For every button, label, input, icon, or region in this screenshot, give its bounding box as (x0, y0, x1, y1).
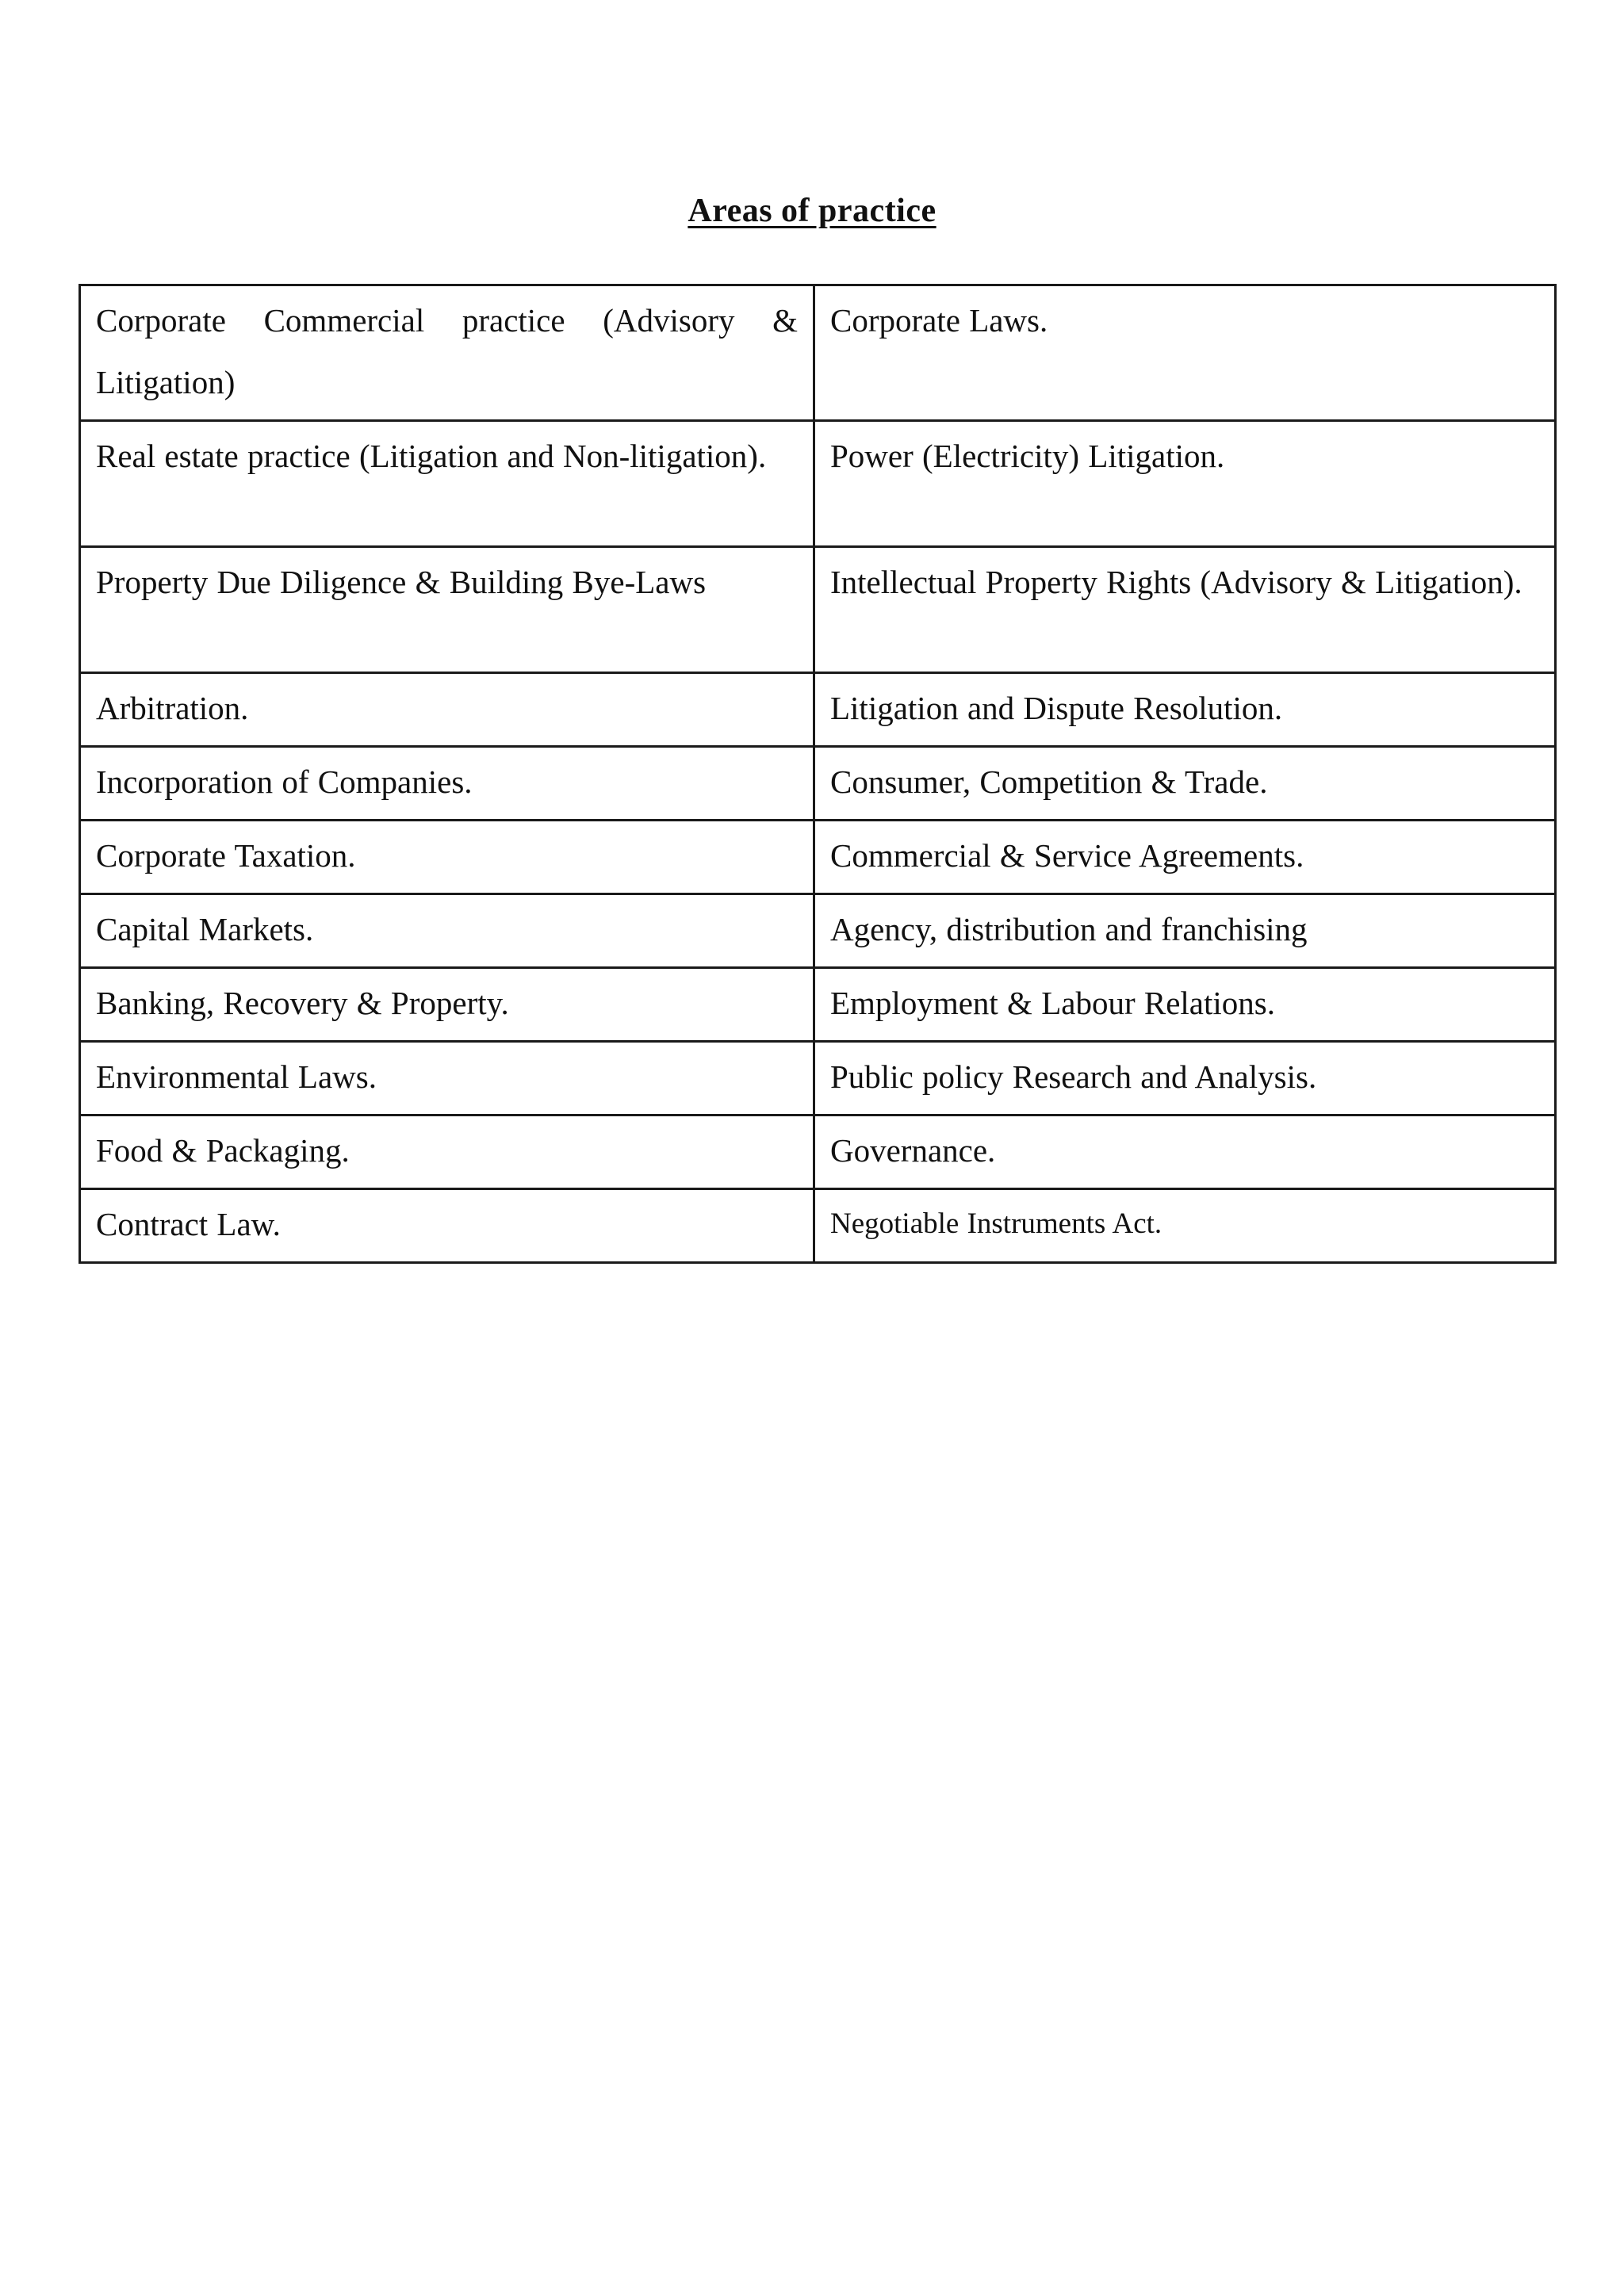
table-row (80, 747, 1556, 821)
table-row (80, 1115, 1556, 1189)
table-cell: Arbitration. (80, 673, 814, 747)
table-cell: Incorporation of Companies. (80, 747, 814, 821)
table-row (80, 547, 1556, 673)
practice-areas-table (79, 284, 1557, 1264)
table-row (80, 1042, 1556, 1115)
page-title: Areas of practice (688, 193, 936, 229)
table-cell: Environmental Laws. (80, 1042, 814, 1115)
table-row (80, 968, 1556, 1042)
table-cell: Capital Markets. (80, 894, 814, 968)
table-row (80, 673, 1556, 747)
table-cell: Governance. (814, 1115, 1556, 1189)
table-cell: Corporate Commercial practice (Advisory & Litigation) (80, 285, 814, 421)
table-row (80, 285, 1556, 421)
table-cell: Intellectual Property Rights (Advisory & Litigation). (814, 547, 1556, 673)
table-cell: Corporate Taxation. (80, 821, 814, 894)
table-cell: Commercial & Service Agreements. (814, 821, 1556, 894)
table-cell: Property Due Diligence & Building Bye-Laws (80, 547, 814, 673)
table-cell: Food & Packaging. (80, 1115, 814, 1189)
table-cell: Banking, Recovery & Property. (80, 968, 814, 1042)
table-row (80, 894, 1556, 968)
table-row (80, 821, 1556, 894)
table-row (80, 421, 1556, 547)
table-row (80, 1189, 1556, 1263)
table-cell: Real estate practice (Litigation and Non-litigation). (80, 421, 814, 547)
table-cell: Public policy Research and Analysis. (814, 1042, 1556, 1115)
table-cell: Negotiable Instruments Act. (814, 1189, 1556, 1263)
table-cell: Corporate Laws. (814, 285, 1556, 421)
table-cell: Litigation and Dispute Resolution. (814, 673, 1556, 747)
table-cell: Contract Law. (80, 1189, 814, 1263)
table-cell: Power (Electricity) Litigation. (814, 421, 1556, 547)
table-cell: Employment & Labour Relations. (814, 968, 1556, 1042)
table-cell: Consumer, Competition & Trade. (814, 747, 1556, 821)
table-cell: Agency, distribution and franchising (814, 894, 1556, 968)
